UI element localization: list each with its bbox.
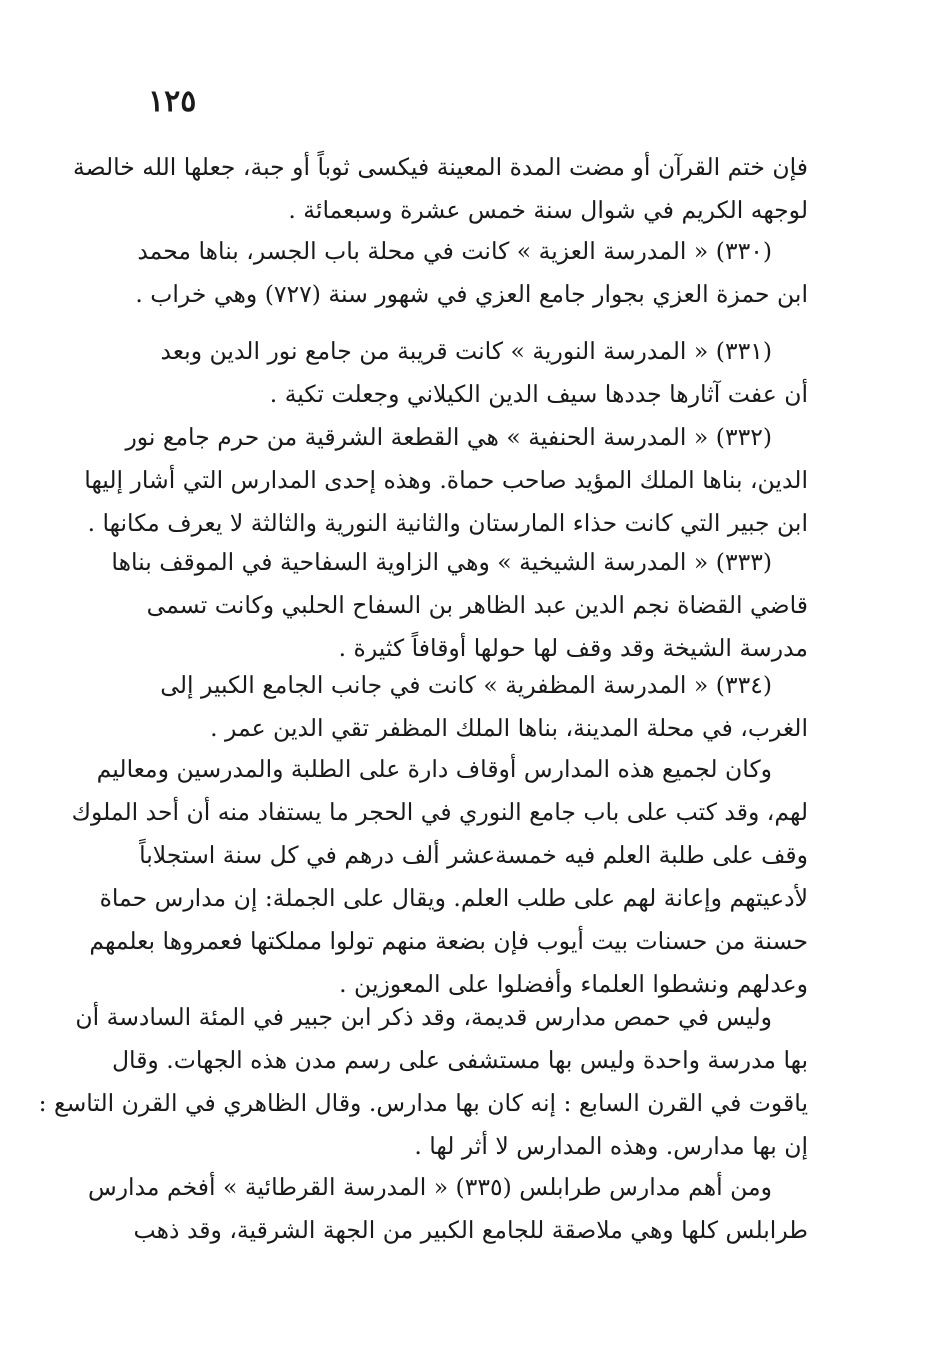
text-line: لوجهه الكريم في شوال سنة خمس عشرة وسبعمائة .	[288, 196, 808, 224]
text-line: قاضي القضاة نجم الدين عبد الظاهر بن السفاح الحلبي وكانت تسمى	[146, 591, 808, 619]
text-line: وقف على طلبة العلم فيه خمسةعشر ألف درهم في كل سنة استجلاباً	[139, 841, 808, 869]
paragraph-334	[128, 664, 808, 750]
text-line: ابن جبير التي كانت حذاء المارستان والثانية النورية والثالثة لا يعرف مكانها .	[87, 509, 808, 537]
paragraph-333	[111, 541, 808, 670]
paragraph-331	[128, 330, 808, 416]
text-line: وعدلهم ونشطوا العلماء وأفضلوا على المعوزين .	[339, 970, 808, 998]
text-line: (٣٣١) « المدرسة النورية » كانت قريبة من جامع نور الدين وبعد	[160, 337, 772, 365]
paragraph-endowments	[71, 748, 808, 1006]
text-line: طرابلس كلها وهي ملاصقة للجامع الكبير من الجهة الشرقية، وقد ذهب	[133, 1216, 808, 1244]
text-line: فإن ختم القرآن أو مضت المدة المعينة فيكسى ثوباً أو جبة، جعلها الله خالصة	[72, 153, 808, 181]
text-line: الغرب، في محلة المدينة، بناها الملك المظفر تقي الدين عمر .	[210, 714, 808, 742]
text-line: حسنة من حسنات بيت أيوب فإن بضعة منهم تولوا مملكتها فعمروها بعلمهم	[89, 927, 808, 955]
text-line: ابن حمزة العزي بجوار جامع العزي في شهور سنة (٧٢٧) وهي خراب .	[135, 280, 808, 308]
text-line: لهم، وقد كتب على باب جامع النوري في الحجر ما يستفاد منه أن أحد الملوك	[71, 798, 808, 826]
text-line: أن عفت آثارها جددها سيف الدين الكيلاني وجعلت تكية .	[269, 380, 808, 408]
text-line: الدين، بناها الملك المؤيد صاحب حماة. وهذه إحدى المدارس التي أشار إليها	[84, 466, 808, 494]
paragraph-homs	[38, 996, 808, 1168]
text-line: إن بها مدارس. وهذه المدارس لا أثر لها .	[414, 1132, 808, 1160]
text-line: وكان لجميع هذه المدارس أوقاف دارة على الطلبة والمدرسين ومعاليم	[96, 755, 772, 783]
text-line: مدرسة الشيخة وقد وقف لها حولها أوقافاً كثيرة .	[338, 634, 808, 662]
text-line: (٣٣٣) « المدرسة الشيخية » وهي الزاوية السفاحية في الموقف بناها	[111, 548, 772, 576]
text-line: ومن أهم مدارس طرابلس (٣٣٥) « المدرسة القرطائية » أفخم مدارس	[88, 1173, 772, 1201]
text-line: لأدعيتهم وإعانة لهم على طلب العلم. ويقال على الجملة: إن مدارس حماة	[99, 884, 808, 912]
page-number: ١٢٥	[148, 84, 197, 119]
text-line: ياقوت في القرن السابع : إنه كان بها مدارس. وقال الظاهري في القرن التاسع :	[38, 1089, 808, 1117]
paragraph-tripoli	[88, 1166, 808, 1252]
paragraph-330	[128, 230, 808, 316]
text-line: (٣٣٠) « المدرسة العزية » كانت في محلة باب الجسر، بناها محمد	[137, 237, 772, 265]
paragraph-332	[84, 416, 808, 545]
text-line: (٣٣٤) « المدرسة المظفرية » كانت في جانب الجامع الكبير إلى	[160, 671, 772, 699]
paragraph-intro	[72, 146, 808, 232]
text-line: بها مدرسة واحدة وليس بها مستشفى على رسم مدن هذه الجهات. وقال	[111, 1046, 808, 1074]
text-line: (٣٣٢) « المدرسة الحنفية » هي القطعة الشرقية من حرم جامع نور	[125, 423, 772, 451]
text-line: وليس في حمص مدارس قديمة، وقد ذكر ابن جبير في المئة السادسة أن	[75, 1003, 772, 1031]
